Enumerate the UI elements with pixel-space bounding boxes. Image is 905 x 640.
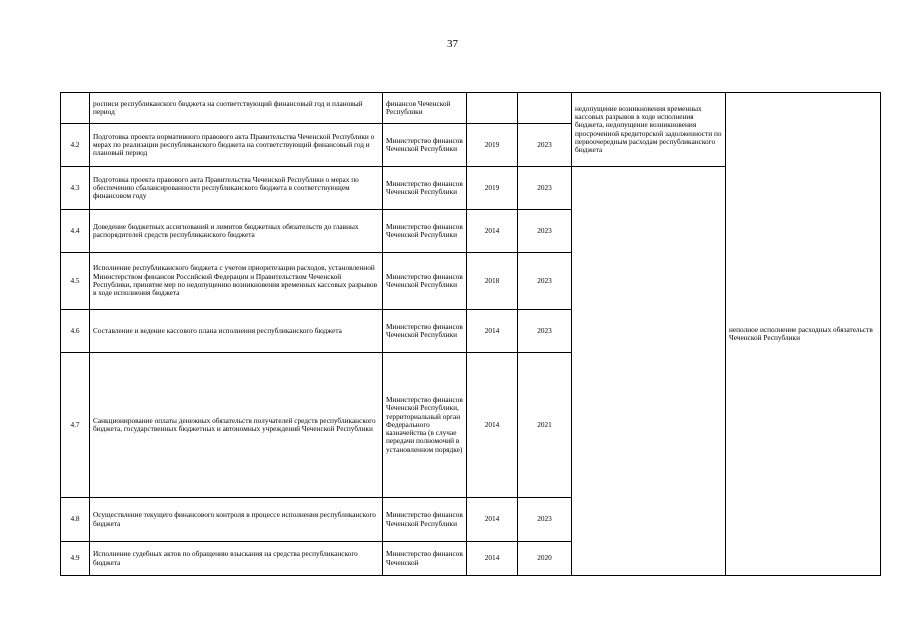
executor: Министерство финансов Чеченской Республики, территориальный орган Федерального казначейства (в случае передачи полномочий в установленном порядке): [383, 353, 467, 498]
measure-name: Исполнение судебных актов по обращению взыскания на средства республиканского бюджета: [90, 542, 383, 576]
end-year: 2021: [518, 353, 572, 498]
executor: Министерство финансов Чеченской Республики: [383, 210, 467, 253]
result-cell: неполное исполнение расходных обязательств Чеченской Республики: [726, 93, 881, 576]
table-row: [61, 93, 881, 124]
measure-name: Исполнение республиканского бюджета с учетом приоритезации расходов, установленной Министерством финансов Российской Федерации и Правительством Чеченской Республики, принятие мер по недопущению возникновения временных кассовых разрывов в ходе исполнения бюджета: [90, 253, 383, 310]
end-year: 2023: [518, 210, 572, 253]
measure-name: Подготовка проекта правового акта Правительства Чеченской Республики о мерах по обеспечению сбалансированности республиканского бюджета в соответствующем финансовом году: [90, 167, 383, 210]
measures-table: [60, 92, 881, 576]
start-year: 2014: [467, 210, 518, 253]
row-number: 4.4: [61, 210, 90, 253]
measure-name: Доведение бюджетных ассигнований и лимитов бюджетных обязательств до главных распорядителей средств республиканского бюджета: [90, 210, 383, 253]
row-number: 4.9: [61, 542, 90, 576]
measure-name: росписи республиканского бюджета на соответствующий финансовый год и плановый период: [90, 93, 383, 124]
start-year: 2018: [467, 253, 518, 310]
consequence-continuation: [572, 167, 726, 576]
row-number: 4.5: [61, 253, 90, 310]
executor: Министерство финансов Чеченской Республики: [383, 253, 467, 310]
measure-name: Санкционирование оплаты денежных обязательств получателей средств республиканского бюджета, государственных бюджетных и автономных учреждений Чеченской Республики: [90, 353, 383, 498]
executor: Министерство финансов Чеченской Республики: [383, 310, 467, 353]
executor: Министерство финансов Чеченской: [383, 542, 467, 576]
start-year: 2014: [467, 542, 518, 576]
end-year: 2023: [518, 253, 572, 310]
start-year: 2014: [467, 310, 518, 353]
row-number: 4.8: [61, 498, 90, 542]
end-year: 2023: [518, 124, 572, 167]
executor: финансов Чеченской Республики: [383, 93, 467, 124]
start-year: 2014: [467, 353, 518, 498]
page-number: 37: [447, 38, 458, 50]
end-year: 2023: [518, 498, 572, 542]
measure-name: Осуществление текущего финансового контроля в процессе исполнения республиканского бюджета: [90, 498, 383, 542]
end-year: 2023: [518, 310, 572, 353]
row-number: 4.7: [61, 353, 90, 498]
executor: Министерство финансов Чеченской Республики: [383, 167, 467, 210]
start-year: [467, 93, 518, 124]
end-year: 2020: [518, 542, 572, 576]
end-year: [518, 93, 572, 124]
executor: Министерство финансов Чеченской Республики: [383, 124, 467, 167]
row-number: 4.6: [61, 310, 90, 353]
measure-name: Составление и ведение кассового плана исполнения республиканского бюджета: [90, 310, 383, 353]
end-year: 2023: [518, 167, 572, 210]
start-year: 2019: [467, 124, 518, 167]
consequence-cell: недопущение возникновения временных кассовых разрывов в ходе исполнения бюджета, недопущение возникновения просроченной кредиторской задолженности по первоочередным расходам республиканского бюджета: [572, 93, 726, 167]
start-year: 2019: [467, 167, 518, 210]
row-number: 4.3: [61, 167, 90, 210]
row-number: [61, 93, 90, 124]
measure-name: Подготовка проекта нормативного правового акта Правительства Чеченской Республики о мерах по реализации республиканского бюджета на соответствующий финансовый год и плановый период: [90, 124, 383, 167]
start-year: 2014: [467, 498, 518, 542]
row-number: 4.2: [61, 124, 90, 167]
executor: Министерство финансов Чеченской Республики: [383, 498, 467, 542]
